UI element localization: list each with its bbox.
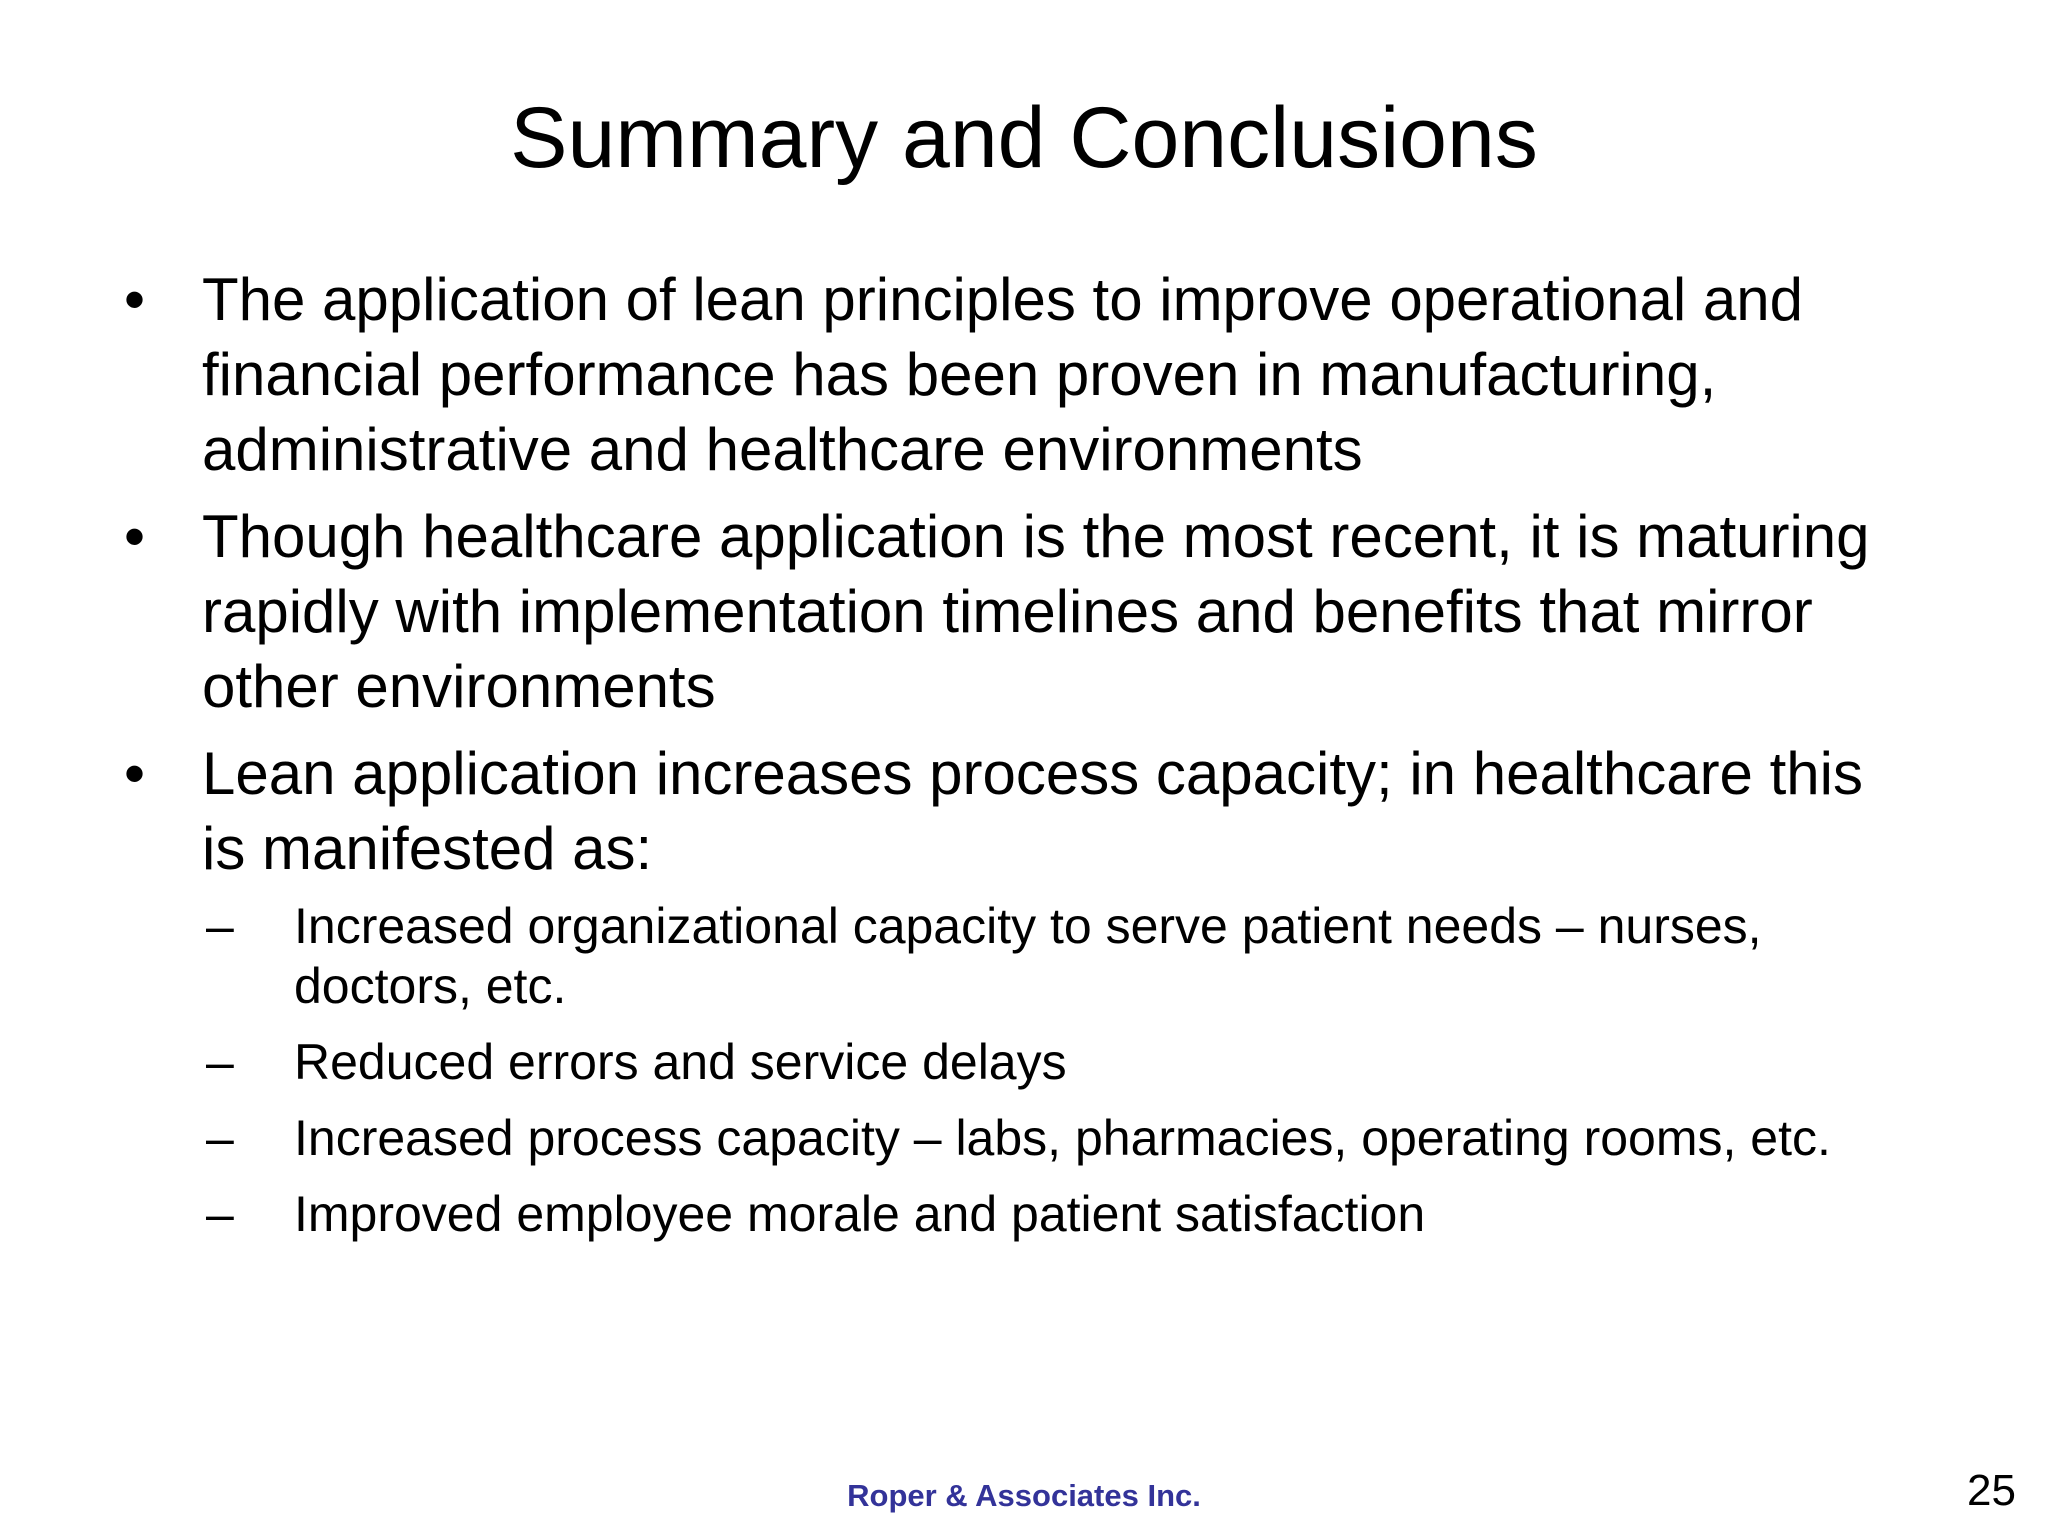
sub-bullet-text: Improved employee morale and patient satisfaction bbox=[294, 1186, 1426, 1242]
dash-marker: – bbox=[206, 1110, 234, 1166]
sub-bullet-item bbox=[202, 1032, 1920, 1092]
bullet-marker: • bbox=[124, 266, 146, 333]
sub-bullet-text: Increased process capacity – labs, pharmacies, operating rooms, etc. bbox=[294, 1110, 1831, 1166]
dash-marker: – bbox=[206, 1034, 234, 1090]
sub-bullet-item bbox=[202, 1108, 1920, 1168]
dash-marker: – bbox=[206, 1186, 234, 1242]
footer-company-name: Roper & Associates Inc. bbox=[847, 1478, 1201, 1513]
sub-bullet-item bbox=[202, 896, 1920, 1016]
slide-title: Summary and Conclusions bbox=[510, 90, 1538, 186]
bullet-marker: • bbox=[124, 740, 146, 807]
bullet-item bbox=[120, 736, 1920, 1244]
sub-bullet-text: Increased organizational capacity to serve patient needs – nurses, doctors, etc. bbox=[294, 898, 1762, 1014]
bullet-text: The application of lean principles to improve operational and financial performance has been proven in manufacturing, administrative and healthcare environments bbox=[202, 266, 1803, 483]
bullet-item bbox=[120, 262, 1920, 487]
bullet-marker: • bbox=[124, 503, 146, 570]
page-number: 25 bbox=[1967, 1466, 2016, 1515]
bullet-item bbox=[120, 499, 1920, 724]
dash-marker: – bbox=[206, 898, 234, 954]
bullet-text: Though healthcare application is the most recent, it is maturing rapidly with implementation timelines and benefits that mirror other environments bbox=[202, 503, 1870, 720]
bullet-list bbox=[120, 262, 1920, 1260]
sub-bullet-item bbox=[202, 1184, 1920, 1244]
sub-bullet-list bbox=[202, 896, 1920, 1244]
sub-bullet-text: Reduced errors and service delays bbox=[294, 1034, 1067, 1090]
bullet-text: Lean application increases process capacity; in healthcare this is manifested as: bbox=[202, 740, 1863, 882]
